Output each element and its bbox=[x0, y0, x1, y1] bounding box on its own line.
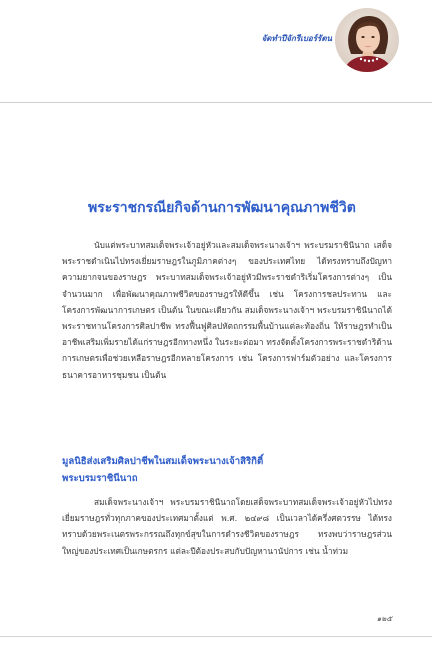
chapter-title: พระราชกรณียกิจด้านการพัฒนาคุณภาพชีวิต bbox=[88, 200, 356, 216]
footer-divider bbox=[0, 636, 432, 637]
header-divider bbox=[0, 102, 432, 103]
section-heading-line-1: มูลนิธิส่งเสริมศิลปาชีพในสมเด็จพระนางเจ้าสิริกิติ์ bbox=[62, 456, 264, 467]
running-title: จัดทำปีจักรีเบอร์รัตน bbox=[261, 34, 332, 43]
page-number: ๑๒๕ bbox=[376, 614, 392, 623]
body-paragraph-1: นับแต่พระบาทสมเด็จพระเจ้าอยู่หัวและสมเด็จพระนางเจ้าฯ พระบรมราชินีนาถ เสด็จพระราชดำเนินไปทรงเยี่ยมราษฎรในภูมิภาคต่างๆ ของประเทศไทย ได้ทรงทราบถึงปัญหาความยากจนของราษฎร พระบาทสมเด็จพระเจ้าอยู่หัวมีพระราชดำริเริ่มโครงการต่างๆ เป็นจำนวนมาก เพื่อพัฒนาคุณภาพชีวิตของราษฎรให้ดีขึ้น เช่น โครงการชลประทาน และโครงการพัฒนาการเกษตร เป็นต้น ในขณะเดียวกัน สมเด็จพระนางเจ้าฯ พระบรมราชินีนาถได้พระราชทานโครงการศิลปาชีพ ทรงฟื้นฟูศิลปหัตถกรรมพื้นบ้านแต่ละท้องถิ่น ให้ราษฎรทำเป็นอาชีพเสริมเพิ่มรายได้แก่ราษฎรอีกทางหนึ่ง ในระยะต่อมา ทรงจัดตั้งโครงการพระราชดำริด้านการเกษตรเพื่อช่วยเหลือราษฎรอีกหลายโครงการ เช่น โครงการฟาร์มตัวอย่าง และโครงการธนาคารอาหารชุมชน เป็นต้น bbox=[62, 240, 392, 380]
portrait-photo bbox=[335, 8, 399, 72]
section-heading-line-2: พระบรมราชินีนาถ bbox=[62, 473, 138, 484]
section-heading bbox=[62, 453, 392, 487]
portrait-illustration bbox=[335, 8, 399, 72]
page-header bbox=[0, 0, 432, 130]
body-paragraph-2: สมเด็จพระนางเจ้าฯ พระบรมราชินีนาถโดยเสด็จพระบาทสมเด็จพระเจ้าอยู่หัวไปทรงเยี่ยมราษฎรทั่วทุกภาคของประเทศมาตั้งแต่ พ.ศ. ๒๔๙๘ เป็นเวลาได้ครึ่งศตวรรษ ได้ทรงทราบด้วยพระเนตรพระกรรณถึงทุกข์สุขในการดำรงชีวิตของราษฎร ทรงพบว่าราษฎรส่วนใหญ่ของประเทศเป็นเกษตรกร แต่ละปีต้องประสบกับปัญหานานัปการ เช่น น้ำท่วม bbox=[62, 497, 392, 556]
